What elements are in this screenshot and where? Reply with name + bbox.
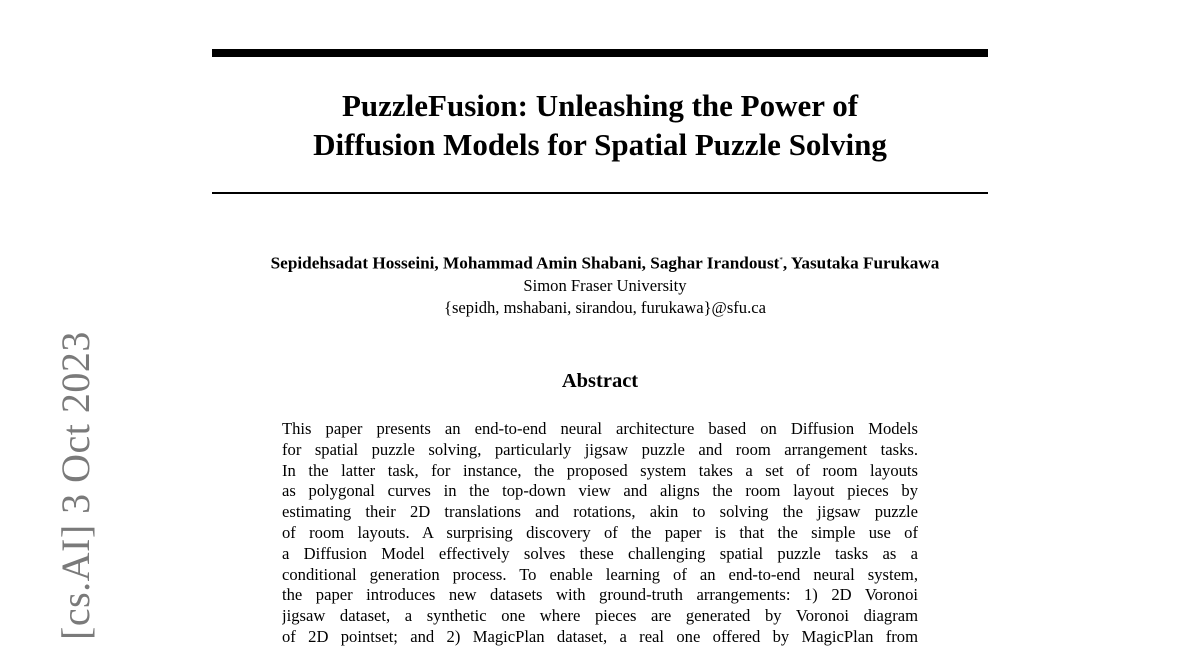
top-rule	[212, 49, 988, 57]
author-block	[212, 249, 998, 319]
author-names-last: , Yasutaka Furukawa	[782, 253, 940, 273]
abstract-line: conditional generation process. To enable learning of an end-to-end neural system,	[282, 564, 918, 584]
abstract-line: as polygonal curves in the top-down view and aligns the room layout pieces by	[282, 481, 918, 501]
arxiv-stamp: [cs.AI] 3 Oct 2023	[53, 331, 98, 640]
abstract-line: jigsaw dataset, a synthetic one where pieces are generated by Voronoi diagram	[282, 606, 918, 626]
paper-title-line-2: Diffusion Models for Spatial Puzzle Solving	[313, 127, 887, 162]
abstract-line: the paper introduces new datasets with ground-truth arrangements: 1) 2D Voronoi	[282, 585, 918, 605]
author-emails: {sepidh, mshabani, sirandou, furukawa}@sfu.ca	[444, 297, 766, 317]
abstract-line: for spatial puzzle solving, particularly jigsaw puzzle and room arrangement tasks.	[282, 439, 918, 459]
paper-title-line-1: PuzzleFusion: Unleashing the Power of	[341, 88, 859, 123]
abstract-line: This paper presents an end-to-end neural architecture based on Diffusion Models	[282, 419, 918, 438]
affiliation: Simon Fraser University	[523, 275, 687, 295]
abstract-body	[282, 419, 918, 648]
author-footnote-mark: *	[779, 256, 783, 264]
paper-title	[212, 86, 988, 164]
abstract-heading: Abstract	[561, 370, 639, 392]
abstract-line: a Diffusion Model effectively solves these challenging spatial puzzle tasks as a	[282, 543, 918, 563]
author-names-first: Sepidehsadat Hosseini, Mohammad Amin Shabani, Saghar Irandoust	[270, 253, 780, 273]
abstract-line: In the latter task, for instance, the proposed system takes a set of room layouts	[282, 460, 918, 480]
abstract-line: estimating their 2D translations and rotations, akin to solving the jigsaw puzzle	[282, 502, 918, 522]
author-list	[212, 249, 998, 275]
abstract-line: of room layouts. A surprising discovery of the paper is that the simple use of	[282, 522, 918, 542]
title-rule	[212, 192, 988, 194]
abstract-line: of 2D pointset; and 2) MagicPlan dataset, a real one offered by MagicPlan from	[282, 626, 918, 646]
